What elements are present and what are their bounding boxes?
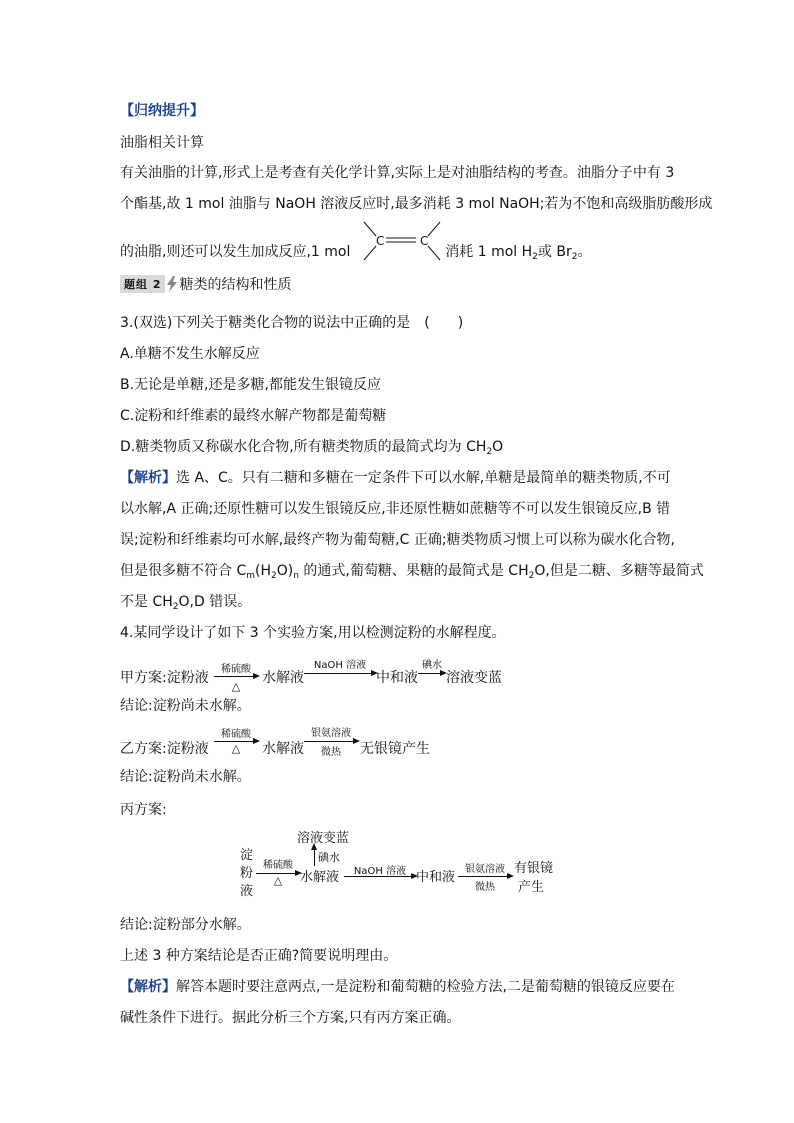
jia-step1-top: 稀硫酸	[221, 664, 251, 675]
summary-paragraph-1: 有关油脂的计算,形式上是考查有关化学计算,实际上是对油脂结构的考查。油脂分子中有 3	[120, 165, 675, 181]
bing-start-3: 液	[240, 884, 254, 899]
bing-arrow3	[458, 876, 510, 877]
bing-up-end: 溶液变蓝	[297, 831, 350, 846]
ans4-n: n	[293, 571, 299, 581]
yi-step1-bot: △	[231, 742, 241, 755]
group-title: 糖类的结构和性质	[179, 277, 292, 293]
ans4-sub: 2	[528, 571, 535, 581]
q3-d-sub: 2	[486, 447, 493, 457]
bing-end-2: 产生	[518, 880, 545, 895]
jia-end: 溶液变蓝	[446, 670, 502, 686]
bing-step1-top: 稀硫酸	[263, 860, 293, 871]
q3-option-b: B.无论是单糖,还是多糖,都能发生银镜反应	[120, 377, 381, 393]
jia-arrow1-head	[253, 673, 260, 679]
summary-tag: 【归纳提升】	[120, 103, 204, 119]
p3-text-c: 或 Br	[537, 244, 572, 260]
ans5-sub: 2	[172, 602, 179, 612]
jia-step3-top: 碘水	[422, 660, 442, 671]
q3-answer-4	[120, 561, 704, 586]
h2-sub: 2	[532, 252, 538, 262]
bing-step3-bot: 微热	[475, 882, 495, 893]
q4-answer-tag: 【解析】	[120, 979, 176, 995]
jia-step1-bot: △	[231, 680, 241, 693]
q3-answer-2: 以水解,A 正确;还原性糖可以发生银镜反应,非还原性糖如蔗糖等不可以发生银镜反应,B 错	[120, 501, 671, 517]
p3-text-b: 消耗 1 mol H	[445, 244, 533, 260]
ans4-d: 的通式,葡萄糖、果糖的最简式是 CH	[298, 563, 529, 579]
bing-mid1: 水解液	[300, 870, 340, 885]
jia-arrow2	[304, 673, 374, 674]
jia-label: 甲方案:淀粉液	[120, 670, 209, 686]
ans5-b: O,D 错误。	[178, 594, 252, 610]
q3-answer-1	[120, 468, 671, 488]
p3-text-a: 的油脂,则还可以发生加成反应,1 mol	[120, 244, 351, 260]
yi-mid1: 水解液	[262, 741, 304, 757]
q3-option-d	[120, 437, 503, 462]
jia-mid1: 水解液	[262, 670, 304, 686]
ans4-b: (H	[255, 563, 272, 579]
yi-arrow2	[304, 741, 356, 742]
q4-stem: 4.某同学设计了如下 3 个实验方案,用以检测淀粉的水解程度。	[120, 625, 506, 641]
ans5-a: 不是 CH	[120, 594, 173, 610]
bing-start-1: 淀	[240, 848, 254, 863]
bing-end-1: 有银镜	[514, 861, 554, 876]
bing-up-label: 碘水	[318, 851, 340, 864]
bing-step3-top: 银氨溶液	[465, 864, 505, 875]
bing-arrow2	[344, 876, 414, 877]
jia-arrow1	[214, 676, 256, 677]
group-badge: 题组 2	[120, 275, 165, 293]
q3-answer-5	[120, 592, 251, 617]
bing-start-2: 粉	[240, 866, 254, 881]
ans4-2: 2	[271, 571, 277, 581]
ans4-e: O,但是二糖、多糖等最简式	[534, 563, 704, 579]
yi-step2-top: 银氨溶液	[311, 728, 351, 739]
q3-answer-text-1: 选 A、C。只有二糖和多糖在一定条件下可以水解,单糖是最简单的糖类物质,不可	[176, 470, 671, 486]
q3-answer-3: 误;淀粉和纤维素均可水解,最终产物为葡萄糖,C 正确;糖类物质习惯上可以称为碳水化合物,	[120, 532, 676, 548]
lightning-icon	[166, 276, 178, 292]
q3-d-text: D.糖类物质又称碳水化合物,所有糖类物质的最简式均为 CH	[120, 439, 487, 455]
jia-step2-top: NaOH 溶液	[313, 660, 367, 671]
ans4-m: m	[246, 571, 256, 581]
bing-mid2: 中和液	[416, 870, 456, 885]
q4-answer-2: 碱性条件下进行。据此分析三个方案,只有丙方案正确。	[120, 1010, 461, 1026]
summary-title: 油脂相关计算	[120, 135, 204, 151]
br2-sub: 2	[571, 252, 578, 262]
carbon-atom-right: C	[420, 234, 429, 248]
summary-paragraph-3	[120, 242, 591, 267]
yi-conclusion: 结论:淀粉尚未水解。	[120, 769, 251, 785]
bing-label: 丙方案:	[120, 802, 167, 818]
bing-up-arrow	[314, 848, 315, 866]
carbon-atom-left: C	[376, 234, 385, 248]
p3-text-d: 。	[577, 244, 592, 260]
yi-end: 无银镜产生	[360, 741, 430, 757]
q3-option-a: A.单糖不发生水解反应	[120, 346, 260, 362]
q3-d-o: O	[492, 439, 504, 455]
q3-answer-tag: 【解析】	[120, 470, 176, 486]
q4-answer-1	[120, 977, 675, 997]
jia-conclusion: 结论:淀粉尚未水解。	[120, 698, 251, 714]
q3-option-c: C.淀粉和纤维素的最终水解产物都是葡萄糖	[120, 408, 387, 424]
bing-step1-bot: △	[273, 874, 283, 887]
yi-step1-top: 稀硫酸	[221, 729, 251, 740]
carbon-double-bond-diagram	[362, 218, 448, 266]
group-heading	[120, 274, 291, 294]
jia-mid2: 中和液	[376, 670, 418, 686]
ans4-c: O)	[276, 563, 294, 579]
q4-question: 上述 3 种方案结论是否正确?简要说明理由。	[120, 948, 398, 964]
ans4-a: 但是很多糖不符合 C	[120, 563, 247, 579]
yi-label: 乙方案:淀粉液	[120, 741, 209, 757]
q4-answer-text-1: 解答本题时要注意两点,一是淀粉和葡萄糖的检验方法,二是葡萄糖的银镜反应要在	[176, 979, 675, 995]
yi-step2-bot: 微热	[321, 747, 341, 758]
q3-stem: 3.(双选)下列关于糖类化合物的说法中正确的是 ( )	[120, 315, 464, 331]
bing-conclusion: 结论:淀粉部分水解。	[120, 917, 251, 933]
summary-paragraph-2: 个酯基,故 1 mol 油脂与 NaOH 溶液反应时,最多消耗 3 mol NaOH;若为不饱和高级脂肪酸形成	[120, 196, 713, 212]
bing-step2-top: NaOH 溶液	[353, 866, 407, 877]
bing-start	[240, 847, 253, 901]
